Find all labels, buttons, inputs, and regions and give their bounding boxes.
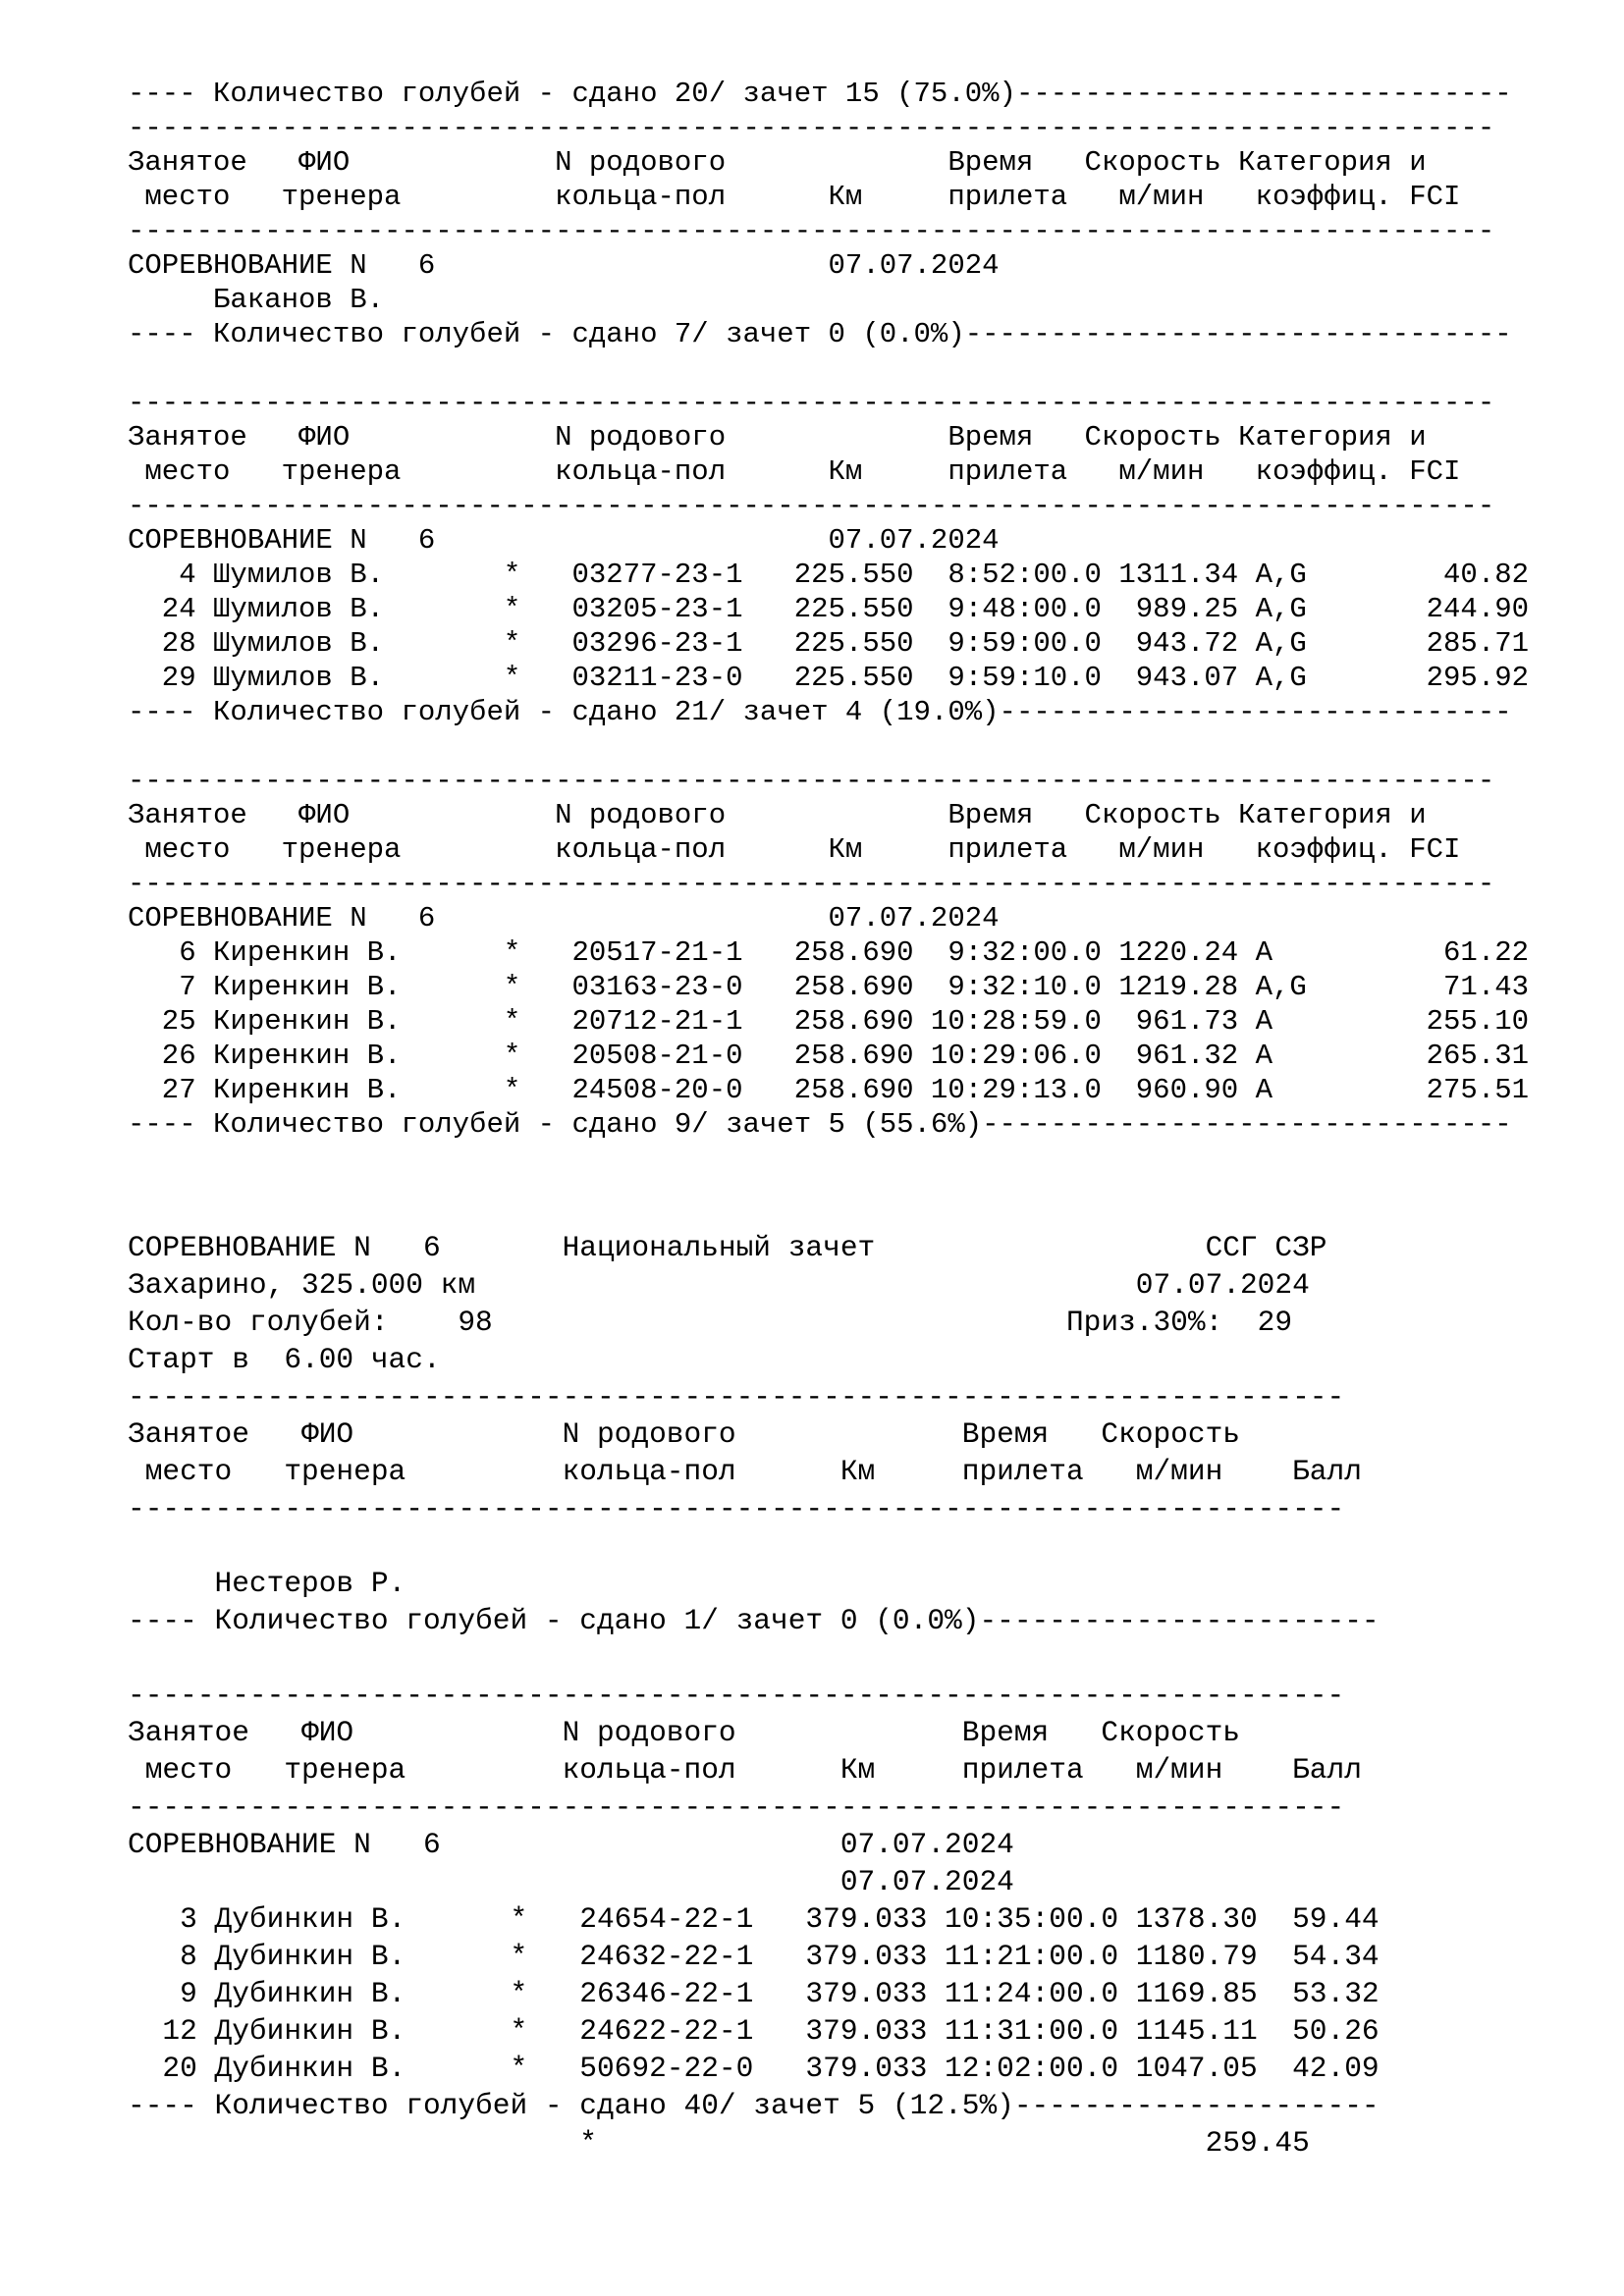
- report-line: --------------------------------------------------------------------------------: [128, 868, 1495, 900]
- report-line: Занятое ФИО N родового Время Скорость Категория и: [128, 421, 1427, 454]
- report-line: Занятое ФИО N родового Время Скорость: [128, 1716, 1240, 1749]
- report-line: ---- Количество голубей - сдано 1/ зачет 0 (0.0%)-----------------------: [128, 1604, 1380, 1637]
- report-line: Кол-во голубей: 98 Приз.30%: 29: [128, 1306, 1293, 1339]
- report-line: 12 Дубинкин В. * 24622-22-1 379.033 11:31:00.0 1145.11 50.26: [128, 2014, 1380, 2048]
- report-line: 29 Шумилов В. * 03211-23-0 225.550 9:59:10.0 943.07 A,G 295.92: [128, 662, 1530, 694]
- report-line: --------------------------------------------------------------------------------: [128, 112, 1495, 144]
- report-line: СОРЕВНОВАНИЕ N 6 07.07.2024: [128, 524, 1000, 557]
- report-line: --------------------------------------------------------------------------------: [128, 765, 1495, 797]
- report-line: ---- Количество голубей - сдано 9/ зачет 5 (55.6%)-------------------------------: [128, 1108, 1512, 1141]
- report-line: место тренера кольца-пол Км прилета м/мин Балл: [128, 1455, 1362, 1488]
- report-line: [128, 729, 1529, 764]
- report-line: Захарино, 325.000 км 07.07.2024: [128, 1268, 1310, 1302]
- report-line: ---- Количество голубей - сдано 21/ зачет 4 (19.0%)------------------------------: [128, 696, 1512, 728]
- report-line: место тренера кольца-пол Км прилета м/мин Балл: [128, 1753, 1362, 1787]
- report-line: 6 Киренкин В. * 20517-21-1 258.690 9:32:00.0 1220.24 A 61.22: [128, 936, 1530, 969]
- report-line: СОРЕВНОВАНИЕ N 6 07.07.2024: [128, 249, 1000, 282]
- report-line: место тренера кольца-пол Км прилета м/мин коэффиц. FCI: [128, 455, 1461, 488]
- report-line: 3 Дубинкин В. * 24654-22-1 379.033 10:35:00.0 1378.30 59.44: [128, 1902, 1380, 1936]
- report-line: место тренера кольца-пол Км прилета м/мин коэффиц. FCI: [128, 181, 1461, 213]
- report-line: 24 Шумилов В. * 03205-23-1 225.550 9:48:00.0 989.25 A,G 244.90: [128, 593, 1530, 625]
- report-line: 26 Киренкин В. * 20508-21-0 258.690 10:29:06.0 961.32 A 265.31: [128, 1040, 1530, 1072]
- report-line: Занятое ФИО N родового Время Скорость Категория и: [128, 799, 1427, 831]
- report-line: ----------------------------------------------------------------------: [128, 1790, 1345, 1824]
- report-line: 4 Шумилов В. * 03277-23-1 225.550 8:52:00.0 1311.34 A,G 40.82: [128, 559, 1530, 591]
- report-line: СОРЕВНОВАНИЕ N 6 07.07.2024: [128, 902, 1000, 934]
- report-line: --------------------------------------------------------------------------------: [128, 215, 1495, 247]
- report-line: [128, 1527, 1380, 1565]
- report-line: Занятое ФИО N родового Время Скорость Категория и: [128, 146, 1427, 179]
- report-line: Нестеров Р.: [128, 1567, 406, 1600]
- report-line: 28 Шумилов В. * 03296-23-1 225.550 9:59:00.0 943.72 A,G 285.71: [128, 627, 1530, 660]
- report-line: ---- Количество голубей - сдано 40/ зачет 5 (12.5%)---------------------: [128, 2089, 1380, 2122]
- report-top-section: [128, 77, 1529, 1142]
- report-line: 9 Дубинкин В. * 26346-22-1 379.033 11:24:00.0 1169.85 53.32: [128, 1977, 1380, 2010]
- report-line: * 259.45: [128, 2126, 1310, 2160]
- report-line: --------------------------------------------------------------------------------: [128, 387, 1495, 419]
- report-line: 25 Киренкин В. * 20712-21-1 258.690 10:28:59.0 961.73 A 255.10: [128, 1005, 1530, 1038]
- report-line: Старт в 6.00 час.: [128, 1343, 441, 1376]
- report-line: Занятое ФИО N родового Время Скорость: [128, 1417, 1240, 1451]
- report-line: 27 Киренкин В. * 24508-20-0 258.690 10:29:13.0 960.90 A 275.51: [128, 1074, 1530, 1106]
- report-line: ----------------------------------------------------------------------: [128, 1380, 1345, 1414]
- report-line: ---- Количество голубей - сдано 7/ зачет 0 (0.0%)--------------------------------: [128, 318, 1512, 350]
- report-line: --------------------------------------------------------------------------------: [128, 490, 1495, 522]
- report-line: 8 Дубинкин В. * 24632-22-1 379.033 11:21:00.0 1180.79 54.34: [128, 1940, 1380, 1973]
- report-line: ---- Количество голубей - сдано 20/ зачет 15 (75.0%)-----------------------------: [128, 78, 1512, 110]
- report-line: 07.07.2024: [128, 1865, 1014, 1898]
- report-line: 7 Киренкин В. * 03163-23-0 258.690 9:32:10.0 1219.28 A,G 71.43: [128, 971, 1530, 1003]
- report-line: ----------------------------------------------------------------------: [128, 1492, 1345, 1525]
- report-line: СОРЕВНОВАНИЕ N 6 Национальный зачет ССГ СЗР: [128, 1231, 1327, 1264]
- report-line: Баканов В.: [128, 284, 385, 316]
- report-line: 20 Дубинкин В. * 50692-22-0 379.033 12:02:00.0 1047.05 42.09: [128, 2052, 1380, 2085]
- report-line: место тренера кольца-пол Км прилета м/мин коэффиц. FCI: [128, 833, 1461, 866]
- report-line: [128, 351, 1529, 386]
- report-line: ----------------------------------------------------------------------: [128, 1679, 1345, 1712]
- report-bottom-section: [128, 1229, 1380, 2162]
- report-line: [128, 1639, 1380, 1677]
- report-line: СОРЕВНОВАНИЕ N 6 07.07.2024: [128, 1828, 1014, 1861]
